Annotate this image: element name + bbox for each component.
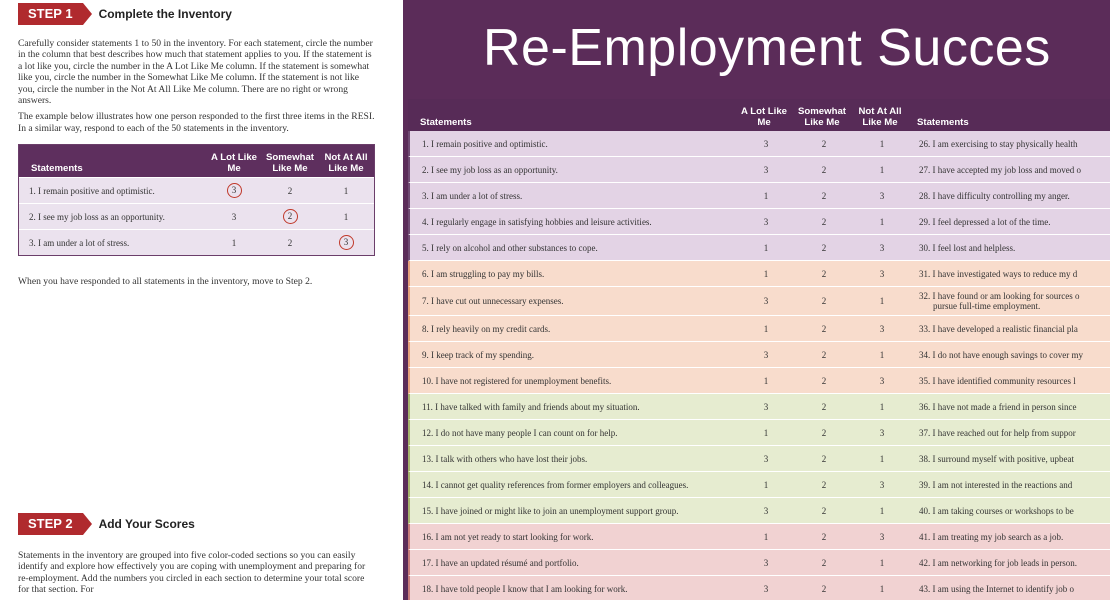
score-option[interactable]: 3 xyxy=(763,349,769,360)
example-header-statements: Statements xyxy=(31,163,83,175)
circled-score: 3 xyxy=(339,235,354,250)
score-option[interactable]: 2 xyxy=(821,453,827,464)
score-option[interactable]: 2 xyxy=(821,375,827,386)
statement-text: 11. I have talked with family and friends about my situation. xyxy=(422,401,640,412)
example-header-a-lot: A Lot Like Me xyxy=(210,152,257,175)
score-option[interactable]: 3 xyxy=(763,505,769,516)
score-option[interactable]: 1 xyxy=(763,479,769,490)
score-option[interactable]: 1 xyxy=(763,531,769,542)
score-option[interactable]: 3 xyxy=(763,401,769,412)
score-option[interactable]: 1 xyxy=(879,164,885,175)
score-option[interactable]: 1 xyxy=(763,323,769,334)
inventory-row xyxy=(408,261,1110,287)
score-option[interactable]: 2 xyxy=(821,296,827,306)
score-option[interactable]: 2 xyxy=(821,583,827,594)
step2-title: Add Your Scores xyxy=(98,517,195,531)
score-option[interactable]: 3 xyxy=(879,375,885,386)
inventory-row xyxy=(408,576,1110,600)
example-row xyxy=(19,177,374,203)
inventory-row xyxy=(408,235,1110,261)
inventory-row xyxy=(408,394,1110,420)
score-option[interactable]: 3 xyxy=(879,242,885,253)
statement-text-2: 26. I am exercising to stay physically health xyxy=(919,138,1078,149)
header-statements-2: Statements xyxy=(917,117,969,128)
statement-text: 3. I am under a lot of stress. xyxy=(422,190,523,201)
score-option[interactable]: 2 xyxy=(821,557,827,568)
score-option[interactable]: 2 xyxy=(821,216,827,227)
statement-text-2: 39. I am not interested in the reactions and xyxy=(919,479,1073,490)
inventory-row xyxy=(408,368,1110,394)
statement-text: 9. I keep track of my spending. xyxy=(422,349,534,360)
score-option[interactable]: 1 xyxy=(879,583,885,594)
statement-text-2: 32. I have found or am looking for sources o pursue full-time employment. xyxy=(919,291,1080,311)
circled-score: 2 xyxy=(283,209,298,224)
statement-text-2: 33. I have developed a realistic financial pla xyxy=(919,323,1078,334)
inventory-table-header xyxy=(408,99,1110,131)
score-option[interactable]: 1 xyxy=(879,138,885,149)
example-statement: 2. I see my job loss as an opportunity. xyxy=(29,211,165,222)
score-option[interactable]: 1 xyxy=(879,557,885,568)
statement-text-2: 34. I do not have enough savings to cover my xyxy=(919,349,1083,360)
example-score xyxy=(318,235,374,250)
statement-text: 8. I rely heavily on my credit cards. xyxy=(422,323,551,334)
statement-text: 4. I regularly engage in satisfying hobbies and leisure activities. xyxy=(422,216,652,227)
example-score: 1 xyxy=(231,237,237,248)
score-option[interactable]: 1 xyxy=(763,190,769,201)
statement-text-2-cont: pursue full-time employment. xyxy=(933,301,1041,311)
inventory-row xyxy=(408,287,1110,316)
statement-text: 2. I see my job loss as an opportunity. xyxy=(422,164,558,175)
step2-instructions: Statements in the inventory are grouped into five color-coded sections so you can easily identify and explore how effectively you are coping with unemployment and preparing for re-employment. Add the numbers you circled in each section to determine your total score for that section. For xyxy=(18,550,366,596)
score-option[interactable]: 2 xyxy=(821,190,827,201)
score-option[interactable]: 3 xyxy=(879,268,885,279)
statement-text: 6. I am struggling to pay my bills. xyxy=(422,268,545,279)
statement-text-2: 31. I have investigated ways to reduce my d xyxy=(919,268,1078,279)
inventory-row xyxy=(408,420,1110,446)
statement-text: 12. I do not have many people I can count on for help. xyxy=(422,427,618,438)
statement-text: 5. I rely on alcohol and other substances to cope. xyxy=(422,242,598,253)
example-header-somewhat: Somewhat Like Me xyxy=(266,152,314,175)
score-option[interactable]: 1 xyxy=(763,268,769,279)
statement-text-2: 28. I have difficulty controlling my anger. xyxy=(919,190,1070,201)
statement-text-2: 38. I surround myself with positive, upbeat xyxy=(919,453,1074,464)
inventory-row xyxy=(408,550,1110,576)
example-row xyxy=(19,203,374,229)
score-option[interactable]: 2 xyxy=(821,479,827,490)
example-score xyxy=(206,183,262,198)
example-header-not-at-all: Not At All Like Me xyxy=(324,152,368,175)
step2-section xyxy=(18,510,376,596)
score-option[interactable]: 3 xyxy=(879,531,885,542)
inventory-row xyxy=(408,183,1110,209)
inventory-row xyxy=(408,131,1110,157)
inventory-rows xyxy=(408,131,1110,600)
statement-text: 16. I am not yet ready to start looking for work. xyxy=(422,531,594,542)
score-option[interactable]: 2 xyxy=(821,323,827,334)
score-option[interactable]: 2 xyxy=(821,531,827,542)
score-option[interactable]: 3 xyxy=(763,138,769,149)
statement-text: 10. I have not registered for unemployment benefits. xyxy=(422,375,612,386)
score-option[interactable]: 1 xyxy=(879,401,885,412)
step1-header xyxy=(18,2,377,26)
step2-tab: STEP 2 xyxy=(18,513,83,535)
statement-text-2: 29. I feel depressed a lot of the time. xyxy=(919,216,1051,227)
statement-text-2: 37. I have reached out for help from suppor xyxy=(919,427,1076,438)
score-option[interactable]: 1 xyxy=(879,296,885,306)
step1-next-note: When you have responded to all statements in the inventory, move to Step 2. xyxy=(18,276,313,288)
statement-text-2: 43. I am using the Internet to identify job o xyxy=(919,583,1074,594)
example-table xyxy=(18,144,375,256)
score-option[interactable]: 2 xyxy=(821,401,827,412)
inventory-row xyxy=(408,524,1110,550)
inventory-row xyxy=(408,342,1110,368)
score-option[interactable]: 1 xyxy=(763,375,769,386)
circled-score: 3 xyxy=(227,183,242,198)
example-score: 1 xyxy=(343,211,349,222)
statement-text-2: 35. I have identified community resources l xyxy=(919,375,1076,386)
step1-title: Complete the Inventory xyxy=(98,7,232,21)
step1-instructions: Carefully consider statements 1 to 50 in the inventory. For each statement, circle the number in the column that best describes how much that statement applies to you. If the statement is a lot like you, circle the number in the A Lot Like Me column. If the statement is somewhat like you, circle the number in the Somewhat Like Me column. If the statement is not like you, circle the number in the Not At All Like Me column. There are no right or wrong answers. xyxy=(18,38,373,107)
page-title: Re-Employment Succes xyxy=(483,19,1051,77)
score-option[interactable]: 1 xyxy=(763,242,769,253)
example-score: 2 xyxy=(287,185,293,196)
statement-text: 14. I cannot get quality references from former employers and colleagues. xyxy=(422,479,689,490)
statement-text: 18. I have told people I know that I am looking for work. xyxy=(422,583,628,594)
inventory-row xyxy=(408,472,1110,498)
score-option[interactable]: 2 xyxy=(821,349,827,360)
statement-text-2: 30. I feel lost and helpless. xyxy=(919,242,1016,253)
score-option[interactable]: 3 xyxy=(763,164,769,175)
step1-tab: STEP 1 xyxy=(18,3,83,25)
score-option[interactable]: 1 xyxy=(879,453,885,464)
score-option[interactable]: 2 xyxy=(821,505,827,516)
example-statement: 3. I am under a lot of stress. xyxy=(29,237,130,248)
score-option[interactable]: 3 xyxy=(879,323,885,334)
inventory-row xyxy=(408,498,1110,524)
inventory-row xyxy=(408,446,1110,472)
score-option[interactable]: 3 xyxy=(879,427,885,438)
example-score: 1 xyxy=(343,185,349,196)
score-option[interactable]: 3 xyxy=(763,216,769,227)
score-option[interactable]: 3 xyxy=(879,190,885,201)
inventory-table xyxy=(408,99,1110,600)
inventory-row xyxy=(408,209,1110,235)
score-option[interactable]: 1 xyxy=(879,216,885,227)
statement-text-2: 40. I am taking courses or workshops to be xyxy=(919,505,1074,516)
example-score: 2 xyxy=(287,237,293,248)
score-option[interactable]: 1 xyxy=(879,349,885,360)
example-table-header xyxy=(19,145,374,177)
example-score xyxy=(262,209,318,224)
statement-text-2: 41. I am treating my job search as a job. xyxy=(919,531,1064,542)
header-a-lot: A Lot Like Me xyxy=(740,106,787,128)
example-statement: 1. I remain positive and optimistic. xyxy=(29,185,155,196)
score-option[interactable]: 1 xyxy=(763,427,769,438)
example-score: 3 xyxy=(231,211,237,222)
right-page xyxy=(403,0,1110,600)
step1-example-intro: The example below illustrates how one person responded to the first three items in the RESI. In a similar way, respond to each of the 50 statements in the inventory. xyxy=(18,111,375,134)
score-option[interactable]: 2 xyxy=(821,164,827,175)
inventory-row xyxy=(408,157,1110,183)
header-statements: Statements xyxy=(420,117,472,128)
statement-text: 7. I have cut out unnecessary expenses. xyxy=(422,296,564,306)
score-option[interactable]: 2 xyxy=(821,138,827,149)
score-option[interactable]: 2 xyxy=(821,268,827,279)
statement-text-2: 36. I have not made a friend in person since xyxy=(919,401,1077,412)
statement-text: 13. I talk with others who have lost their jobs. xyxy=(422,453,588,464)
score-option[interactable]: 1 xyxy=(879,505,885,516)
title-banner xyxy=(403,0,1110,99)
statement-text-2: 27. I have accepted my job loss and moved o xyxy=(919,164,1081,175)
header-somewhat: Somewhat Like Me xyxy=(798,106,846,128)
score-option[interactable]: 2 xyxy=(821,427,827,438)
score-option[interactable]: 3 xyxy=(763,453,769,464)
example-row xyxy=(19,229,374,255)
statement-text-2: 42. I am networking for job leads in person. xyxy=(919,557,1077,568)
header-not-at-all: Not At All Like Me xyxy=(858,106,902,128)
statement-text: 17. I have an updated résumé and portfolio. xyxy=(422,557,579,568)
score-option[interactable]: 3 xyxy=(879,479,885,490)
step2-header xyxy=(18,512,376,536)
score-option[interactable]: 3 xyxy=(763,583,769,594)
score-option[interactable]: 2 xyxy=(821,242,827,253)
statement-text: 1. I remain positive and optimistic. xyxy=(422,138,548,149)
left-page xyxy=(0,0,395,600)
statement-text: 15. I have joined or might like to join an unemployment support group. xyxy=(422,505,679,516)
inventory-row xyxy=(408,316,1110,342)
score-option[interactable]: 3 xyxy=(763,296,769,306)
score-option[interactable]: 3 xyxy=(763,557,769,568)
